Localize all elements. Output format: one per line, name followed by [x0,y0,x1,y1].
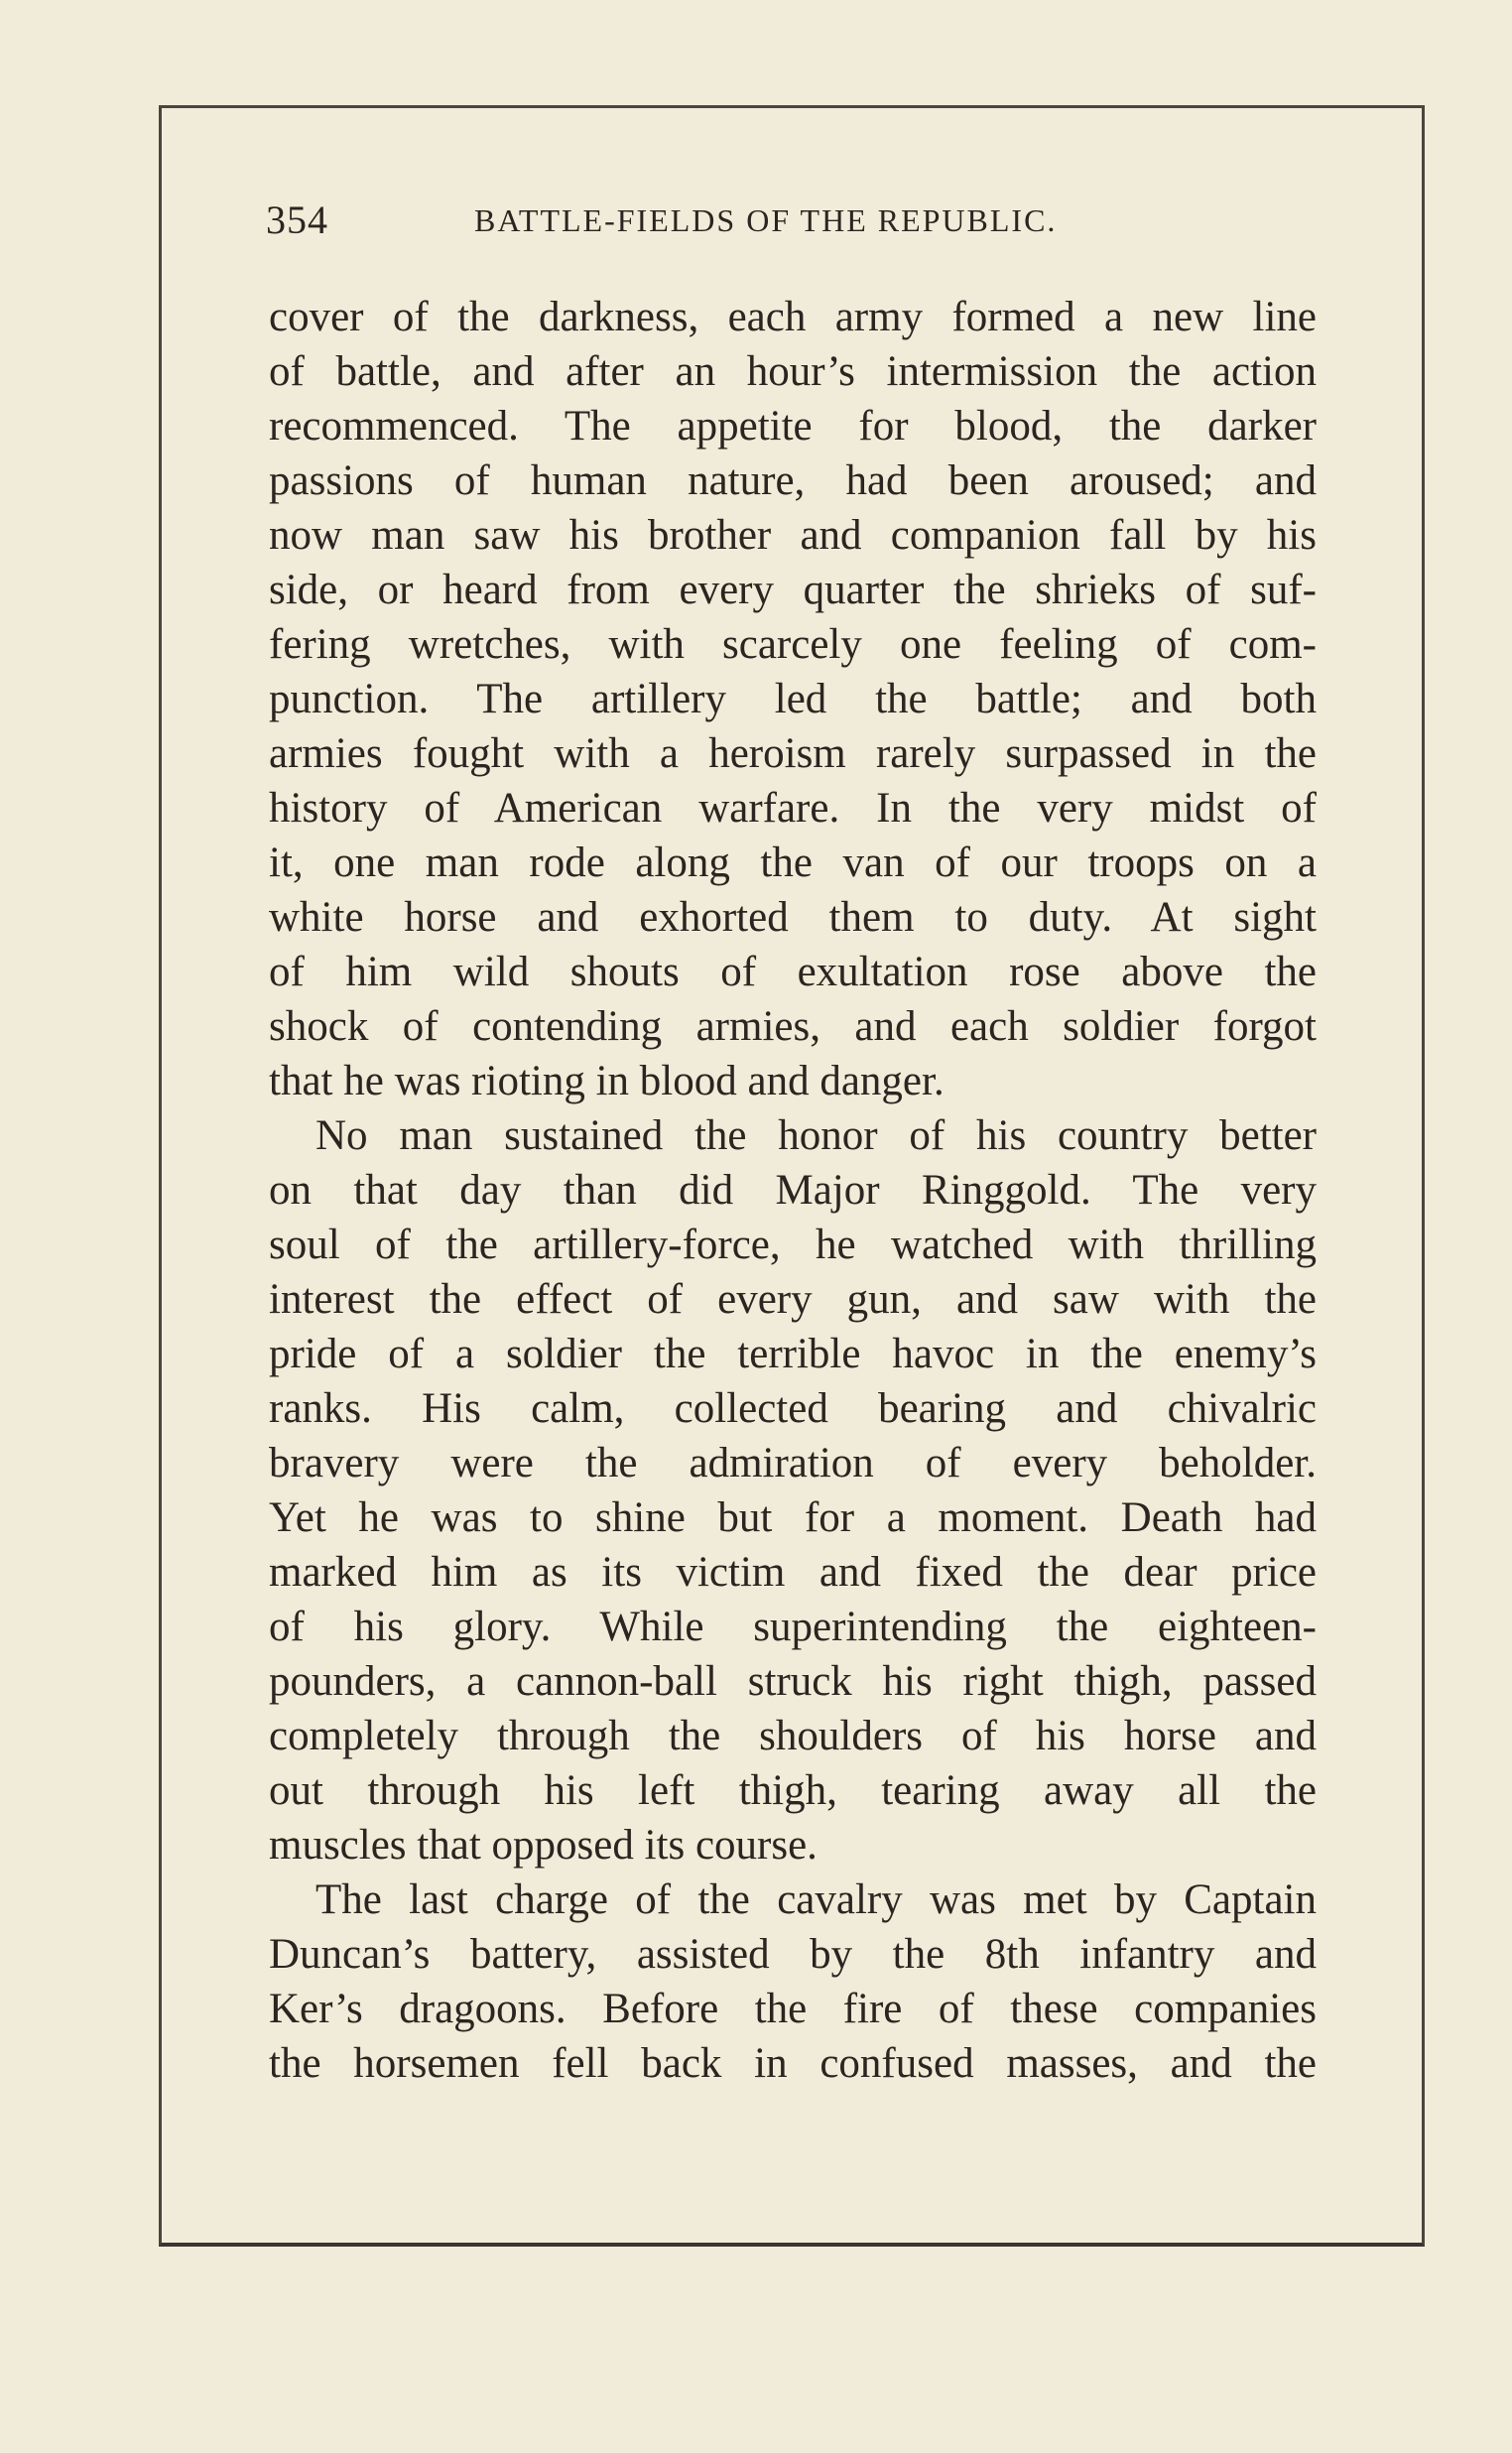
paragraph-end-line: muscles that opposed its course. [269,1822,818,1869]
text-line: of him wild shouts of exultation rose above the [269,949,1317,995]
text-line: cover of the darkness, each army formed a new line [269,294,1317,340]
text-line: Yet he was to shine but for a moment. Death had [269,1494,1317,1541]
paragraph-start-line: No man sustained the honor of his country better [315,1112,1317,1159]
text-line: now man saw his brother and companion fall by his [269,512,1317,559]
text-line: out through his left thigh, tearing away all the [269,1767,1317,1814]
text-line: Duncan’s battery, assisted by the 8th infantry and [269,1931,1317,1978]
text-line: recommenced. The appetite for blood, the darker [269,403,1317,450]
text-line: pounders, a cannon-ball struck his right thigh, passed [269,1658,1317,1705]
running-title: BATTLE-FIELDS OF THE REPUBLIC. [474,202,1058,238]
text-line: passions of human nature, had been aroused; and [269,457,1317,504]
text-line: the horsemen fell back in confused masses, and the [269,2040,1317,2087]
text-line: fering wretches, with scarcely one feeling of com- [269,621,1317,668]
paragraph-end-line: that he was rioting in blood and danger. [269,1058,945,1104]
text-line: Ker’s dragoons. Before the fire of these companies [269,1986,1317,2032]
body-text [269,290,1317,2091]
text-line: of battle, and after an hour’s intermission the action [269,348,1317,395]
text-line: completely through the shoulders of his horse and [269,1713,1317,1759]
text-line: soul of the artillery-force, he watched with thrilling [269,1222,1317,1268]
text-line: marked him as its victim and fixed the dear price [269,1549,1317,1596]
text-line: of his glory. While superintending the eighteen- [269,1604,1317,1650]
page-header [266,191,1322,250]
paragraph-start-line: The last charge of the cavalry was met by Captain [315,1876,1317,1923]
text-line: white horse and exhorted them to duty. At sight [269,894,1317,941]
text-line: pride of a soldier the terrible havoc in the enemy’s [269,1331,1317,1377]
text-line: side, or heard from every quarter the shrieks of suf- [269,567,1317,613]
text-line: shock of contending armies, and each soldier forgot [269,1003,1317,1050]
text-line: armies fought with a heroism rarely surpassed in the [269,730,1317,777]
text-line: history of American warfare. In the very midst of [269,785,1317,832]
text-line: ranks. His calm, collected bearing and chivalric [269,1385,1317,1432]
text-line: punction. The artillery led the battle; and both [269,676,1317,722]
page-number: 354 [266,197,328,242]
text-line: bravery were the admiration of every beholder. [269,1440,1317,1486]
text-line: it, one man rode along the van of our troops on a [269,839,1317,886]
text-line: interest the effect of every gun, and saw with the [269,1276,1317,1323]
text-line: on that day than did Major Ringgold. The very [269,1167,1317,1214]
